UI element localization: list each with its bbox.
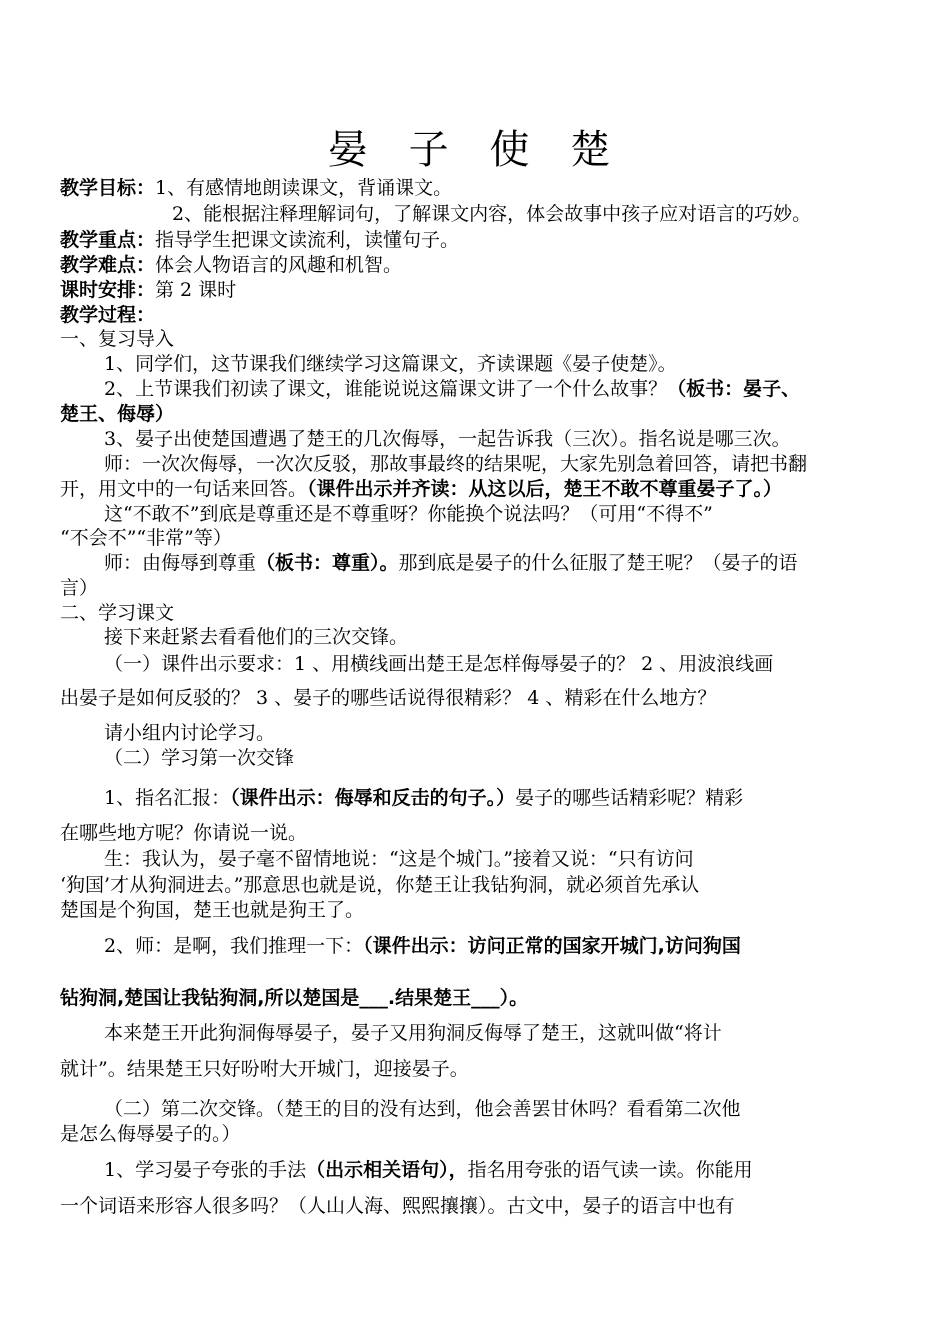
student-answer-line-3: 楚国是个狗国，楚王也就是狗王了。 (60, 899, 365, 921)
section-1-paragraph-5: 这“不敢不”到底是尊重还是不尊重呀？你能换个说法吗？（可用“不得不” (104, 503, 713, 525)
blackboard-note: （板书：尊重）。 (256, 552, 399, 574)
section-1-paragraph-3: 3、晏子出使楚国遭遇了楚王的几次侮辱，一起告诉我（三次）。指名说是哪三次。 (104, 428, 791, 450)
section-1-paragraph-6-cont: 言） (60, 577, 99, 599)
first-exchange-item-2 (104, 933, 741, 959)
paragraph-text: 师：由侮辱到尊重 (104, 552, 257, 574)
blackboard-note: （板书：晏子、 (667, 378, 801, 400)
section-1-paragraph-5-cont: “不会不”“非常”等） (60, 527, 232, 549)
paragraph-text: 那到底是晏子的什么征服了楚王呢？（晏子的语 (398, 552, 798, 574)
first-exchange-heading: （二）学习第一次交锋 (104, 747, 295, 769)
document-title: 晏 子 使 楚 (327, 127, 625, 173)
key-point-text: 指导学生把课文读流利，读懂句子。 (155, 229, 460, 251)
section-1-paragraph-2 (104, 376, 800, 402)
section-1-paragraph-6 (104, 550, 798, 576)
requirements-line-1: （一）课件出示要求：1 、用横线画出楚王是怎样侮辱晏子的？ 2 、用波浪线画 (104, 653, 774, 675)
goals-line-2 (172, 201, 811, 227)
second-exchange-item-1 (104, 1157, 753, 1183)
paragraph-text: 1、指名汇报： (104, 787, 231, 809)
schedule-label: 课时安排： (60, 279, 156, 301)
section-1-heading: 一、复习导入 (60, 328, 175, 350)
student-answer-line-2: ‘狗国’才从狗洞进去。”那意思也就是说，你楚王让我钻狗洞，就必须首先承认 (60, 874, 700, 896)
paragraph-text: 2、师：是啊，我们推理一下： (104, 935, 364, 957)
section-1-paragraph-1: 1、同学们，这节课我们继续学习这篇课文，齐读课题《晏子使楚》。 (104, 353, 677, 375)
blackboard-note-continued: 楚王、侮辱） (60, 403, 175, 425)
first-exchange-item-1 (104, 785, 743, 811)
explanation-line-2: 就计”。结果楚王只好吩咐大开城门，迎接晏子。 (60, 1058, 469, 1080)
first-exchange-item-1-cont: 在哪些地方呢？你请说一说。 (60, 822, 308, 844)
paragraph-text: 2、上节课我们初读了课文，谁能说说这篇课文讲了一个什么故事？ (104, 378, 668, 400)
requirements-line-2: 出晏子是如何反驳的？ 3 、晏子的哪些话说得很精彩？ 4 、精彩在什么地方？ (60, 687, 717, 709)
second-exchange-heading-cont: 是怎么侮辱晏子的。） (60, 1123, 241, 1145)
section-2-heading: 二、学习课文 (60, 602, 175, 624)
first-exchange-item-2-cont: 钻狗洞,楚国让我钻狗洞,所以楚国是___.结果楚王___）。 (60, 987, 529, 1009)
courseware-note: （课件出示：访问正常的国家开城门,访问狗国 (363, 935, 741, 957)
paragraph-text: 晏子的哪些话精彩呢？精彩 (515, 787, 744, 809)
schedule-text: 第 2 课时 (155, 279, 237, 301)
schedule-line (60, 277, 236, 303)
student-answer-line-1: 生：我认为，晏子毫不留情地说：“这是个城门。”接着又说：“只有访问 (104, 848, 694, 870)
courseware-note: （出示相关语句）， (306, 1159, 468, 1181)
difficulty-label: 教学难点： (60, 254, 156, 276)
goals-line-1 (60, 175, 452, 201)
key-point-line (60, 227, 459, 253)
goals-label: 教学目标： (60, 177, 156, 199)
key-point-label: 教学重点： (60, 229, 156, 251)
second-exchange-heading: （二）第二次交锋。（楚王的目的没有达到，他会善罢甘休吗？看看第二次他 (104, 1098, 741, 1120)
goals-item-1: 1、有感情地朗读课文，背诵课文。 (155, 177, 453, 199)
second-exchange-item-1-cont: 一个词语来形容人很多吗？（人山人海、熙熙攘攘）。古文中，晏子的语言中也有 (60, 1195, 735, 1217)
paragraph-text: 指名用夸张的语气读一读。你能用 (467, 1159, 753, 1181)
paragraph-text: 1、学习晏子夸张的手法 (104, 1159, 307, 1181)
difficulty-line (60, 252, 402, 278)
process-label: 教学过程： (60, 304, 156, 326)
paragraph-text: 开，用文中的一句话来回答。 (60, 478, 308, 500)
difficulty-text: 体会人物语言的风趣和机智。 (155, 254, 403, 276)
goals-item-2: 2、能根据注释理解词句，了解课文内容，体会故事中孩子应对语言的巧妙。 (172, 203, 812, 225)
section-1-paragraph-4: 师：一次次侮辱，一次次反驳，那故事最终的结果呢，大家先别急着回答，请把书翻 (104, 453, 808, 475)
section-1-paragraph-4-cont (60, 476, 782, 502)
courseware-note: （课件出示：侮辱和反击的句子。） (230, 787, 516, 809)
courseware-note: （课件出示并齐读：从这以后，楚王不敢不尊重晏子了。） (307, 478, 783, 500)
section-2-intro: 接下来赶紧去看看他们的三次交锋。 (104, 626, 409, 648)
explanation-line-1: 本来楚王开此狗洞侮辱晏子，晏子又用狗洞反侮辱了楚王，这就叫做“将计 (104, 1022, 722, 1044)
discussion-line: 请小组内讨论学习。 (104, 722, 276, 744)
